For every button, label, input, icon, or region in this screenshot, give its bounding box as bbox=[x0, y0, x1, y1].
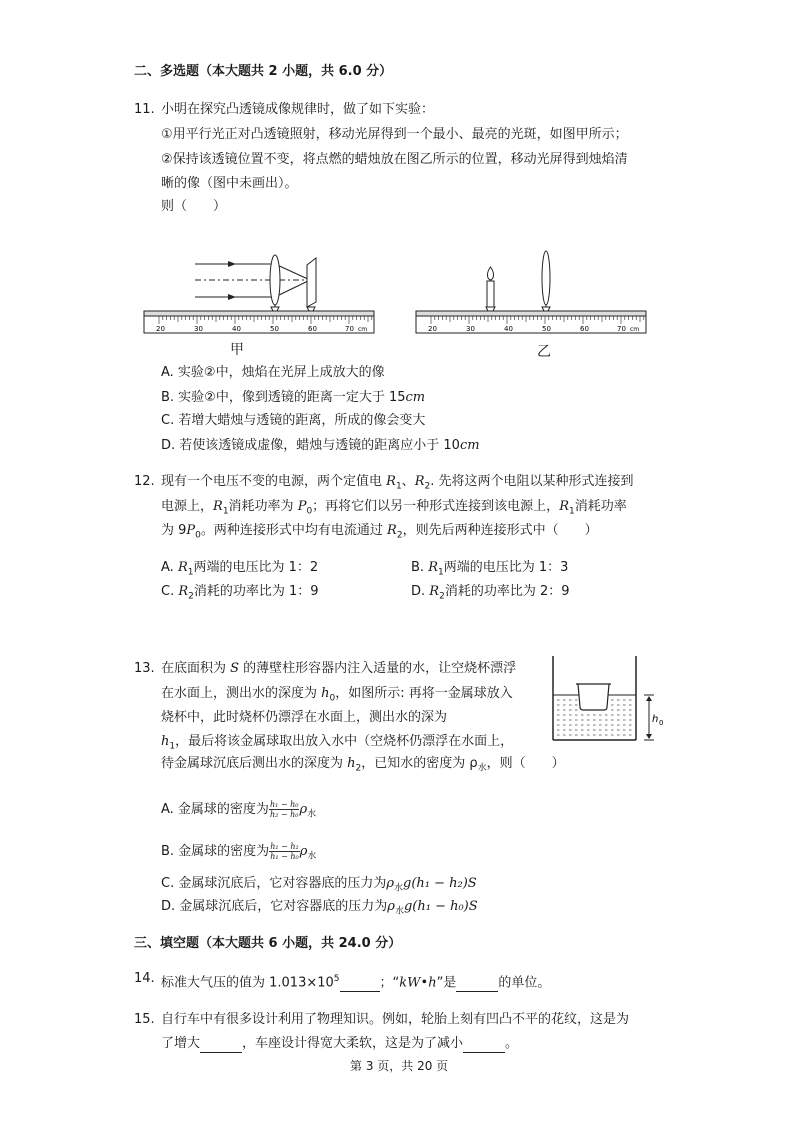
option-b[interactable]: B. 金属球的密度为 $\frac{\text{h₁ − h₂}}{\text{h₁ − h₀}}$ $\rho_水$ bbox=[161, 842, 317, 862]
ruler-tick-label: 70 bbox=[345, 325, 354, 333]
option-b[interactable]: B. 实验②中，像到透镜的距离一定大于 15cm bbox=[161, 390, 426, 405]
ruler-tick-label: 50 bbox=[270, 325, 279, 333]
option-a[interactable]: A. 实验②中，烛焰在光屏上成放大的像 bbox=[161, 365, 385, 380]
ruler-tick-label: 70 bbox=[617, 325, 626, 333]
option-d[interactable]: D. 若使该透镜成虚像，蜡烛与透镜的距离应小于 10cm bbox=[161, 438, 480, 453]
question-text: 自行车中有很多设计利用了物理知识。例如，轮胎上刻有凹凸不平的花纹，这是为 bbox=[161, 1012, 630, 1027]
question-number: 11. bbox=[134, 102, 155, 117]
option-b[interactable]: B. $R_1$两端的电压比为 1：3 bbox=[411, 560, 569, 578]
answer-blank[interactable] bbox=[463, 1038, 505, 1053]
question-text: 待金属球沉底后测出水的深度为 $h_2$，已知水的密度为 $\rho_水$，则（ ） bbox=[161, 756, 565, 774]
question-text: 晰的像（图中未画出）。 bbox=[161, 176, 298, 191]
ruler-tick-label: 60 bbox=[308, 325, 317, 333]
ruler-tick-label: 20 bbox=[156, 325, 165, 333]
ruler-tick-label: 20 bbox=[428, 325, 437, 333]
section-title: 二、多选题（本大题共 2 小题，共 6.0 分） bbox=[134, 64, 393, 79]
question-text: 小明在探究凸透镜成像规律时，做了如下实验： bbox=[161, 102, 435, 117]
option-c[interactable]: C. $R_2$消耗的功率比为 1：9 bbox=[161, 584, 319, 602]
question-text: 则（ ） bbox=[161, 199, 227, 214]
question-text: 烧杯中，此时烧杯仍漂浮在水面上，测出水的深为 bbox=[161, 710, 448, 725]
ruler-tick-label: 60 bbox=[580, 325, 589, 333]
ruler-unit: cm bbox=[630, 326, 640, 333]
question-text: 电源上，$R_1$消耗功率为 $P_0$；再将它们以另一种形式连接到该电源上，$R_1$消耗功率 bbox=[161, 499, 627, 517]
height-label: h bbox=[652, 714, 659, 725]
figure-label: 甲 bbox=[230, 342, 244, 358]
question-text: 现有一个电压不变的电源，两个定值电 $R_1$、$R_2$. 先将这两个电阻以某种形式连接到 bbox=[161, 474, 634, 492]
convex-lens-icon bbox=[270, 255, 280, 305]
option-d[interactable]: D. 金属球沉底后，它对容器底的压力为$\rho_水g(h_1 - h_0)S$ bbox=[161, 899, 478, 917]
question-number: 15. bbox=[134, 1012, 155, 1027]
ruler-tick-label: 30 bbox=[466, 325, 475, 333]
answer-blank[interactable] bbox=[200, 1038, 242, 1053]
question-text: ①用平行光正对凸透镜照射，移动光屏得到一个最小、最亮的光斑，如图甲所示； bbox=[161, 127, 628, 142]
fraction: $\frac{\text{h₁ − h₂}}{\text{h₁ − h₀}}$ bbox=[270, 842, 299, 861]
question-number: 13. bbox=[134, 661, 155, 676]
question-text: 为 $9P_0$。两种连接形式中均有电流通过 $R_2$，则先后两种连接形式中（ ） bbox=[161, 523, 598, 541]
question-text: $h_1$，最后将该金属球取出放入水中（空烧杯仍漂浮在水面上， bbox=[161, 734, 514, 752]
ruler-tick-label: 40 bbox=[232, 325, 241, 333]
question-text: 在水面上，测出水的深度为 $h_0$，如图所示: 再将一金属球放入 bbox=[161, 686, 513, 704]
answer-blank[interactable] bbox=[340, 977, 380, 992]
ruler-tick-label: 50 bbox=[542, 325, 551, 333]
lens-experiment-figure-yi bbox=[412, 245, 652, 340]
container-figure bbox=[550, 654, 665, 746]
ruler-tick-label: 30 bbox=[194, 325, 203, 333]
option-c[interactable]: C. 金属球沉底后，它对容器底的压力为$\rho_水g(h_1 - h_2)S$ bbox=[161, 876, 477, 894]
figure-label: 乙 bbox=[537, 344, 551, 360]
option-c[interactable]: C. 若增大蜡烛与透镜的距离，所成的像会变大 bbox=[161, 413, 426, 428]
question-text: ②保持该透镜位置不变，将点燃的蜡烛放在图乙所示的位置，移动光屏得到烛焰清 bbox=[161, 152, 628, 167]
question-number: 12. bbox=[134, 474, 155, 489]
question-text: 标准大气压的值为 $1.013\times 10^5$ ；“kW•h”是 的单位。 bbox=[161, 974, 551, 991]
option-a[interactable]: A. $R_1$两端的电压比为 1：2 bbox=[161, 560, 319, 578]
option-d[interactable]: D. $R_2$消耗的功率比为 2：9 bbox=[411, 584, 570, 602]
light-screen-icon bbox=[307, 258, 316, 307]
question-text: 在底面积为 S 的薄壁柱形容器内注入适量的水，让空烧杯漂浮 bbox=[161, 661, 517, 676]
question-text: 了增大 ，车座设计得宽大柔软，这是为了减小 。 bbox=[161, 1036, 519, 1051]
ruler-unit: cm bbox=[358, 326, 368, 333]
convex-lens-icon bbox=[542, 251, 550, 305]
candle-icon bbox=[487, 281, 494, 307]
flame-icon bbox=[487, 267, 493, 280]
question-number: 14. bbox=[134, 971, 155, 986]
answer-blank[interactable] bbox=[456, 977, 498, 992]
beaker-icon bbox=[578, 684, 609, 710]
section-title: 三、填空题（本大题共 6 小题，共 24.0 分） bbox=[134, 936, 402, 951]
page-footer: 第 3 页，共 20 页 bbox=[350, 1059, 449, 1073]
fraction: $\frac{\text{h₁ − h₀}}{\text{h₂ − h₀}}$ bbox=[269, 800, 299, 819]
ruler-tick-label: 40 bbox=[504, 325, 513, 333]
height-label-subscript: 0 bbox=[659, 719, 664, 727]
option-a[interactable]: A. 金属球的密度为 $\frac{\text{h₁ − h₀}}{\text{h₂ − h₀}}$ $\rho_水$ bbox=[161, 800, 317, 820]
lens-experiment-figure-jia bbox=[140, 245, 380, 340]
